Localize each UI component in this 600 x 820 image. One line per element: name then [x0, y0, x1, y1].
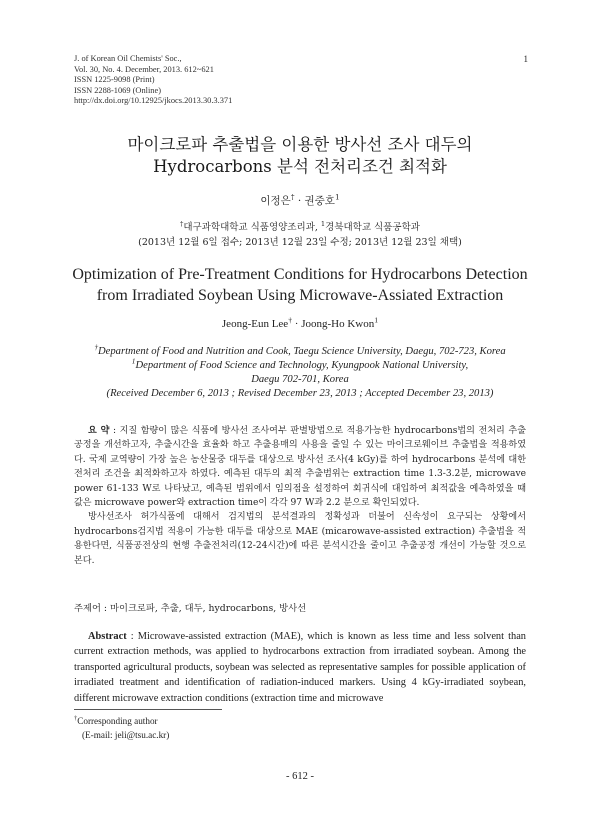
english-title-line-2: from Irradiated Soybean Using Microwave-Assiated Extraction [96, 287, 504, 304]
korean-authors [0, 193, 600, 208]
english-affil-1-text: Department of Food and Nutrition and Cook, Taegu Science University, Daegu, 702-723, Korea [98, 346, 506, 357]
affil-mark: † [94, 342, 99, 352]
affil-mark: † [180, 219, 184, 228]
korean-author-2: 권중호 [304, 195, 335, 207]
korean-abstract [74, 424, 526, 568]
author-separator: · [292, 318, 302, 330]
english-affiliation-2 [0, 356, 600, 372]
footnote-rule [74, 709, 222, 710]
author-mark: 1 [334, 192, 340, 202]
footnote-corresponding [74, 715, 158, 727]
english-affiliation-3: Daegu 702-701, Korea [251, 374, 349, 385]
korean-abstract-para-2: 방사선조사 허가식품에 대해서 검지법의 분석결과의 정확성과 더불어 신속성이 요구되는 상황에서 hydrocarbons검지법 적용이 가능한 대두를 대상으로 MAE (micarowave-assisted extraction) 추출법을 적용한다면, 식품공전상의 현행 추출전처리(12-24시간)에 따른 분석시간을 줄이고 추출공정 개선이 가능할 것으로 본다. [74, 512, 526, 566]
english-authors [0, 315, 600, 330]
affil-mark: 1 [320, 219, 326, 228]
doi-link[interactable]: http://dx.doi.org/10.12925/jkocs.2013.30.3.371 [74, 96, 233, 106]
english-abstract-text: Microwave-assisted extraction (MAE), which is known as less time and less solvent than current extraction methods, was applied to hydrocarbons extraction from irradiated soybean. Among the transported agricultural products, soybean was selected as representative samples for possible application of irradiated treatment and identification of radiation-induced markers. Using 4 kGy-irradiated soybean, different microwave extraction conditions (extraction time and microwave [74, 631, 526, 704]
journal-volume: Vol. 30, No. 4. December, 2013. 612~621 [74, 64, 214, 74]
english-abstract-label: Abstract [88, 631, 127, 642]
journal-name: J. of Korean Oil Chemists' Soc., [74, 54, 182, 63]
keywords: 주제어 : 마이크로파, 추출, 대두, hydrocarbons, 방사선 [74, 603, 307, 614]
korean-abstract-para-1 [74, 424, 526, 510]
korean-title-line-2: Hydrocarbons 분석 전처리조건 최적화 [153, 157, 447, 176]
issn-print: ISSN 1225-9098 (Print) [74, 75, 155, 85]
affil-mark: 1 [131, 356, 136, 366]
korean-title-line-1: 마이크로파 추출법을 이용한 방사선 조사 대두의 [127, 135, 473, 154]
footnote-mark: † [74, 714, 78, 722]
english-abstract-para [74, 629, 526, 706]
journal-header [74, 54, 232, 107]
author-mark: † [290, 192, 295, 202]
english-title-line-1: Optimization of Pre-Treatment Conditions for Hydrocarbons Detection [72, 266, 528, 283]
issn-online: ISSN 2288-1069 (Online) [74, 85, 162, 95]
korean-affil-1: 대구과학대학교 식품영양조리과, [183, 222, 321, 233]
english-affiliation-1 [0, 342, 600, 358]
korean-dates: (2013년 12월 6일 접수; 2013년 12월 23일 수정; 2013년 12월 23일 채택) [138, 237, 462, 248]
author-mark: † [288, 315, 293, 325]
page-number: 1 [523, 54, 528, 64]
korean-affiliations [0, 221, 600, 235]
korean-author-1: 이정은 [260, 195, 291, 207]
abstract-colon: : [126, 631, 138, 642]
author-mark: 1 [374, 315, 379, 325]
english-dates: (Received December 6, 2013 ; Revised December 23, 2013 ; Accepted December 23, 2013) [106, 388, 494, 399]
footnote-email: (E-mail: jeli@tsu.ac.kr) [82, 730, 170, 740]
footnote-text: Corresponding author [77, 716, 158, 726]
korean-abstract-text-1: 지질 함량이 많은 식품에 방사선 조사여부 판별방법으로 적용가능한 hydrocarbons법의 전처리 추출공정을 개선하고자, 추출시간을 효율화 하고 추출용매의 사용을 줄일 수 있는 마이크로웨이브 추출법을 적용하였다. 국제 교역량이 가장 높은 농산물중 대두를 대상으로 방사선 조사(4 kGy)를 하여 hydrocarbons 분석에 대한 전처리 조건을 최적화하고자 하였다. 예측된 대두의 최적 추출범위는 extraction time 1.3-3.2분, microwave power 61-133 W로 나타났고, 예측된 범위에서 임의점을 설정하여 회귀식에 대입하여 최적값을 예측하였을 때 값은 microwave power와 extraction time이 각각 97 W과 2.2 분으로 확인되었다. [74, 426, 526, 509]
english-abstract [74, 629, 526, 706]
korean-abstract-label: 요 약 [88, 425, 110, 436]
english-author-2: Joong-Ho Kwon [301, 318, 375, 330]
page-folio: - 612 - [286, 771, 314, 782]
korean-affil-2: 경북대학교 식품공학과 [325, 222, 420, 233]
abstract-colon: : [109, 426, 120, 436]
author-separator: · [294, 195, 305, 207]
english-author-1: Jeong-Eun Lee [221, 318, 289, 330]
english-affil-2-text: Department of Food Science and Technology, Kyungpook National University, [135, 360, 469, 371]
